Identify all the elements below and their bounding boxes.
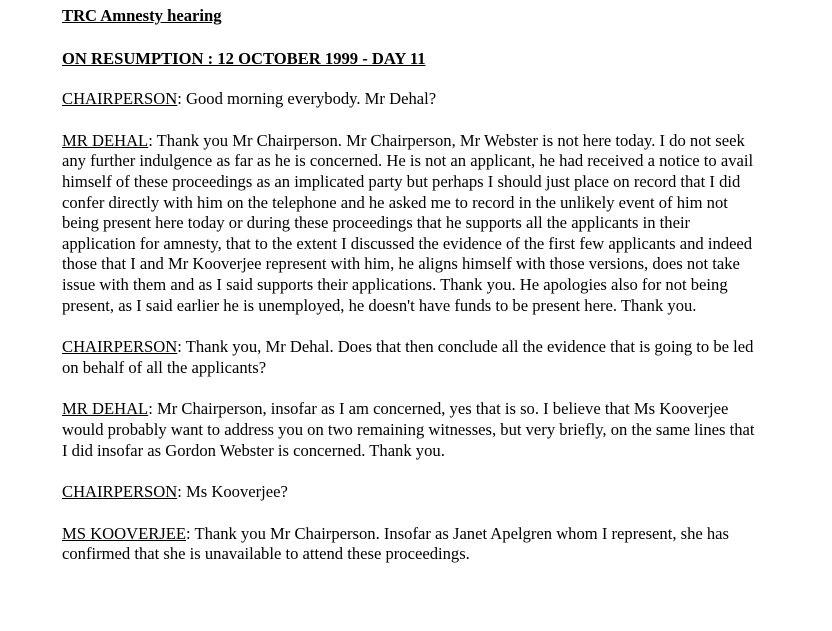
transcript-paragraph — [62, 482, 762, 503]
transcript-paragraph — [62, 337, 762, 378]
speech-text: : Good morning everybody. Mr Dehal? — [177, 89, 437, 109]
document-title: TRC Amnesty hearing — [62, 6, 222, 25]
speaker-name: MR DEHAL — [62, 130, 149, 150]
transcript-paragraph — [62, 524, 762, 565]
transcript-page — [62, 6, 762, 565]
transcript-paragraph — [62, 89, 762, 110]
speaker-name: CHAIRPERSON — [62, 337, 178, 357]
speaker-name: MR DEHAL — [62, 399, 149, 419]
resumption-heading: ON RESUMPTION : 12 OCTOBER 1999 - DAY 11 — [62, 48, 426, 68]
speaker-name: MS KOOVERJEE — [62, 523, 186, 543]
speech-text: : Thank you, Mr Dehal. Does that then conclude all the evidence that is going to be led on behalf of all the applicants? — [62, 337, 754, 377]
speaker-name: CHAIRPERSON — [62, 89, 178, 109]
speech-text: : Mr Chairperson, insofar as I am concerned, yes that is so. I believe that Ms Kooverjee would probably want to address you on two remaining witnesses, but very briefly, on the same lines that I did insofar as Gordon Webster is concerned. Thank you. — [62, 399, 755, 460]
speech-text: : Ms Kooverjee? — [177, 482, 288, 502]
transcript-paragraph — [62, 131, 762, 316]
speech-text: : Thank you Mr Chairperson. Insofar as Janet Apelgren whom I represent, she has confirmed that she is unavailable to attend these proceedings. — [62, 523, 729, 564]
speech-text: : Thank you Mr Chairperson. Mr Chairperson, Mr Webster is not here today. I do not seek any further indulgence as far as he is concerned. He is not an applicant, he had received a notice to avail himself of these proceedings as an implicated party but perhaps I should just place on record that I did confer directly with him on the telephone and he asked me to record in the unlikely event of him not being present here today or during these proceedings that he supports all the applicants in their application for amnesty, that to the extent I discussed the evidence of the first few applicants and indeed those that I and Mr Kooverjee represent with him, he aligns himself with those versions, does not take issue with them and as I said supports their applications. Thank you. He apologies also for not being present, as I said earlier he is unemployed, he doesn't have funds to be present here. Thank you. — [62, 130, 754, 315]
transcript-paragraph — [62, 399, 762, 461]
speaker-name: CHAIRPERSON — [62, 482, 178, 502]
